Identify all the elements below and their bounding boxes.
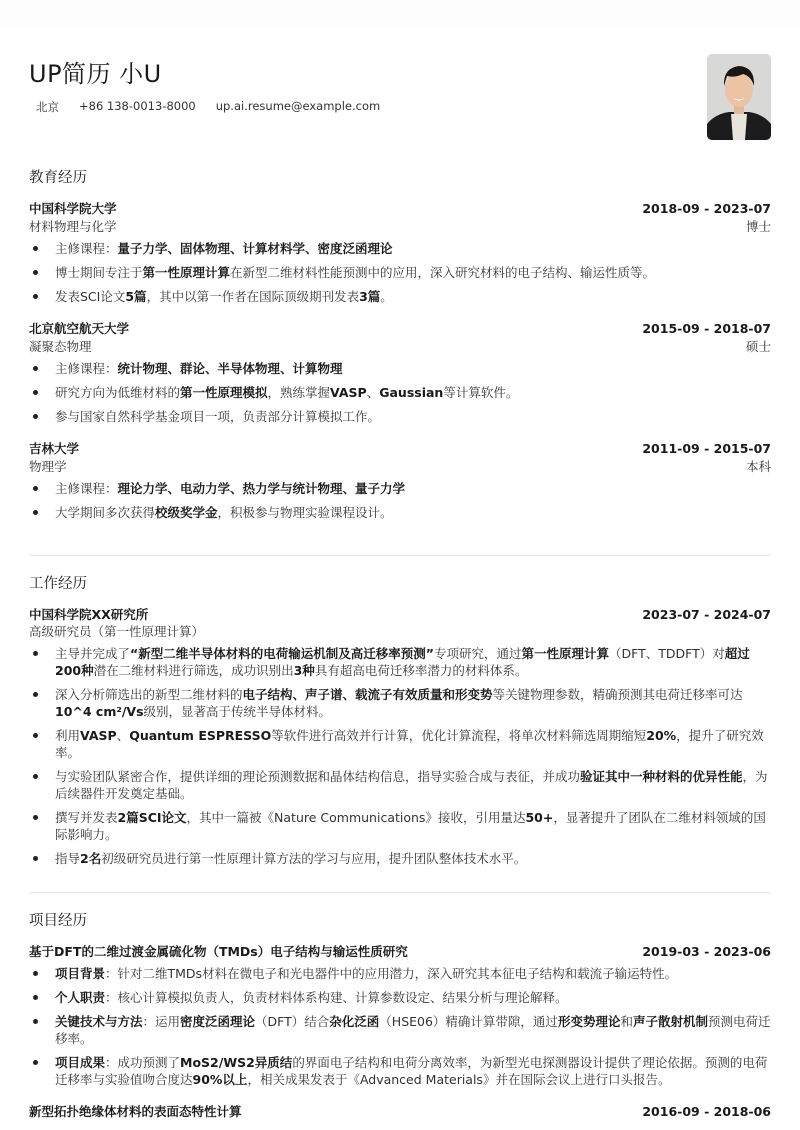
resume-page xyxy=(0,26,800,1130)
contact-info xyxy=(29,99,400,115)
bullet-list xyxy=(29,645,771,867)
bullet-item: 个人职责：核心计算模拟负责人，负责材料体系构建、计算参数设定、结果分析与理论解释。 xyxy=(29,989,771,1006)
education-entry xyxy=(29,319,771,425)
bullet-item: 关键技术与方法：运用密度泛函理论（DFT）结合杂化泛函（HSE06）精确计算带隙，通过形变势理论和声子散射机制预测电荷迁移率。 xyxy=(29,1013,771,1047)
bullet-item: 主修课程：量子力学、固体物理、计算材料学、密度泛函理论 xyxy=(29,240,771,257)
bold-text: Quantum ESPRESSO xyxy=(129,728,272,743)
bullet-item: 与实验团队紧密合作，提供详细的理论预测数据和晶体结构信息，指导实验合成与表征，并成功验证其中一种材料的优异性能，为后续器件开发奠定基础。 xyxy=(29,768,771,802)
email-text: up.ai.resume@example.com xyxy=(215,99,381,113)
bold-text: 3种 xyxy=(293,663,315,678)
bullet-list xyxy=(29,480,771,521)
bold-text: 密度泛函理论 xyxy=(180,1014,256,1029)
bold-text: “新型二维半导体材料的电荷输运机制及高迁移率预测” xyxy=(130,646,434,661)
bullet-item: 参与国家自然科学基金项目一项，负责部分计算模拟工作。 xyxy=(29,408,771,425)
bold-text: VASP xyxy=(80,728,117,743)
section-title-education: 教育经历 xyxy=(29,170,87,186)
bold-text: 验证其中一种材料的优异性能 xyxy=(580,769,743,784)
bullet-list xyxy=(29,965,771,1088)
bold-text: 10^4 cm²/Vs xyxy=(55,704,144,719)
bullet-item: 指导2名初级研究员进行第一性原理计算方法的学习与应用，提升团队整体技术水平。 xyxy=(29,850,771,867)
bullet-item: 主修课程：统计物理、群论、半导体物理、计算物理 xyxy=(29,360,771,377)
entry-header-row xyxy=(29,1102,771,1120)
candidate-name: UP简历 小U xyxy=(29,60,162,88)
education-section xyxy=(29,166,771,535)
bold-text: 校级奖学金 xyxy=(155,505,218,520)
work-list xyxy=(29,605,771,867)
school-name: 吉林大学 xyxy=(29,441,80,456)
bold-text: Gaussian xyxy=(379,385,444,400)
bullet-item: 发表SCI论文5篇，其中以第一作者在国际顶级期刊发表3篇。 xyxy=(29,288,771,305)
education-entry xyxy=(29,439,771,521)
school-name: 中国科学院大学 xyxy=(29,201,117,216)
bullet-list xyxy=(29,360,771,425)
projects-section xyxy=(29,909,771,1130)
bold-text: 第一性原理计算 xyxy=(521,646,609,661)
bullet-item: 研究方向为低维材料的第一性原理模拟，熟练掌握VASP、Gaussian等计算软件。 xyxy=(29,384,771,401)
bold-text: 第一性原理计算 xyxy=(142,265,231,280)
section-divider xyxy=(29,892,771,893)
project-name: 新型拓扑绝缘体材料的表面态特性计算 xyxy=(29,1104,242,1119)
entry-header-row xyxy=(29,439,771,457)
bold-text: 杂化泛函 xyxy=(329,1014,380,1029)
degree-label: 硕士 xyxy=(745,339,771,354)
work-section xyxy=(29,572,771,881)
entry-sub-row xyxy=(29,217,771,235)
bold-text: MoS2/WS2异质结 xyxy=(180,1055,293,1070)
entry-sub-row xyxy=(29,457,771,475)
entry-sub-row xyxy=(29,337,771,355)
section-title-work: 工作经历 xyxy=(29,576,87,592)
bold-text: 关键技术与方法 xyxy=(55,1014,143,1029)
major-name: 材料物理与化学 xyxy=(29,219,117,234)
avatar-icon xyxy=(707,54,771,140)
bold-text: 5篇 xyxy=(125,289,147,304)
bullet-item: 项目背景：针对二维TMDs材料在微电子和光电器件中的应用潜力，深入研究其本征电子结构和载流子输运特性。 xyxy=(29,965,771,982)
work-entry xyxy=(29,605,771,867)
bold-text: 个人职责 xyxy=(55,990,106,1005)
bullet-item: 深入分析筛选出的新型二维材料的电子结构、声子谱、载流子有效质量和形变势等关键物理参数，精确预测其电荷迁移率可达10^4 cm²/Vs级别，显著高于传统半导体材料。 xyxy=(29,686,771,720)
bold-text: 50+ xyxy=(525,810,554,825)
bold-text: 2篇SCI论文 xyxy=(117,810,187,825)
job-role: 高级研究员（第一性原理计算） xyxy=(29,624,205,639)
bold-text: 电子结构、声子谱、载流子有效质量和形变势 xyxy=(242,687,493,702)
bullet-item: 主导并完成了“新型二维半导体材料的电荷输运机制及高迁移率预测”专项研究，通过第一性原理计算（DFT、TDDFT）对超过200种潜在二维材料进行筛选，成功识别出3种具有超高电荷迁移率潜力的材料体系。 xyxy=(29,645,771,679)
major-name: 物理学 xyxy=(29,459,67,474)
resume-header xyxy=(29,54,400,115)
entry-header-row xyxy=(29,199,771,217)
entry-header-row xyxy=(29,319,771,337)
bold-text: 3篇 xyxy=(359,289,381,304)
projects-list xyxy=(29,942,771,1120)
bullet-item: 大学期间多次获得校级奖学金，积极参与物理实验课程设计。 xyxy=(29,504,771,521)
date-range: 2016-09 - 2018-06 xyxy=(642,1104,771,1119)
date-range: 2018-09 - 2023-07 xyxy=(642,201,771,216)
bold-text: 超过200种 xyxy=(55,646,750,678)
entry-header-row xyxy=(29,605,771,623)
bold-text: 声子散射机制 xyxy=(632,1014,708,1029)
bold-text: 2名 xyxy=(80,851,102,866)
date-range: 2015-09 - 2018-07 xyxy=(642,321,771,336)
bullet-item: 博士期间专注于第一性原理计算在新型二维材料性能预测中的应用，深入研究材料的电子结构、输运性质等。 xyxy=(29,264,771,281)
date-range: 2011-09 - 2015-07 xyxy=(642,441,771,456)
degree-label: 本科 xyxy=(745,459,771,474)
phone-text: +86 138-0013-8000 xyxy=(79,99,196,113)
project-entry xyxy=(29,942,771,1088)
bold-text: 统计物理、群论、半导体物理、计算物理 xyxy=(117,361,343,376)
entry-header-row xyxy=(29,942,771,960)
bullet-item: 撰写并发表2篇SCI论文，其中一篇被《Nature Communications》接收，引用量达50+，显著提升了团队在二维材料领域的国际影响力。 xyxy=(29,809,771,843)
avatar-photo xyxy=(707,54,771,140)
project-entry xyxy=(29,1102,771,1120)
bullet-item: 利用VASP、Quantum ESPRESSO等软件进行高效并行计算，优化计算流程，将单次材料筛选周期缩短20%，提升了研究效率。 xyxy=(29,727,771,761)
bold-text: 量子力学、固体物理、计算材料学、密度泛函理论 xyxy=(117,241,393,256)
bullet-item: 主修课程：理论力学、电动力学、热力学与统计物理、量子力学 xyxy=(29,480,771,497)
bold-text: 形变势理论 xyxy=(557,1014,621,1029)
bold-text: 项目成果 xyxy=(55,1055,106,1070)
project-name: 基于DFT的二维过渡金属硫化物（TMDs）电子结构与输运性质研究 xyxy=(29,944,408,959)
bold-text: 第一性原理模拟 xyxy=(180,385,268,400)
date-range: 2019-03 - 2023-06 xyxy=(642,944,771,959)
education-list xyxy=(29,199,771,521)
bold-text: 90%以上 xyxy=(192,1072,248,1087)
section-title-projects: 项目经历 xyxy=(29,913,87,929)
school-name: 北京航空航天大学 xyxy=(29,321,130,336)
bullet-list xyxy=(29,240,771,305)
bold-text: 项目背景 xyxy=(55,966,106,981)
major-name: 凝聚态物理 xyxy=(29,339,92,354)
degree-label: 博士 xyxy=(745,219,771,234)
location-text: 北京 xyxy=(36,100,59,114)
bold-text: VASP xyxy=(330,385,367,400)
organization-name: 中国科学院XX研究所 xyxy=(29,607,149,622)
bold-text: 理论力学、电动力学、热力学与统计物理、量子力学 xyxy=(117,481,406,496)
bold-text: 20% xyxy=(646,728,677,743)
section-divider xyxy=(29,555,771,556)
date-range: 2023-07 - 2024-07 xyxy=(642,607,771,622)
education-entry xyxy=(29,199,771,305)
bullet-item: 项目成果：成功预测了MoS2/WS2异质结的界面电子结构和电荷分离效率，为新型光电探测器设计提供了理论依据。预测的电荷迁移率与实验值吻合度达90%以上，相关成果发表于《Advanced Materials》并在国际会议上进行口头报告。 xyxy=(29,1054,771,1088)
